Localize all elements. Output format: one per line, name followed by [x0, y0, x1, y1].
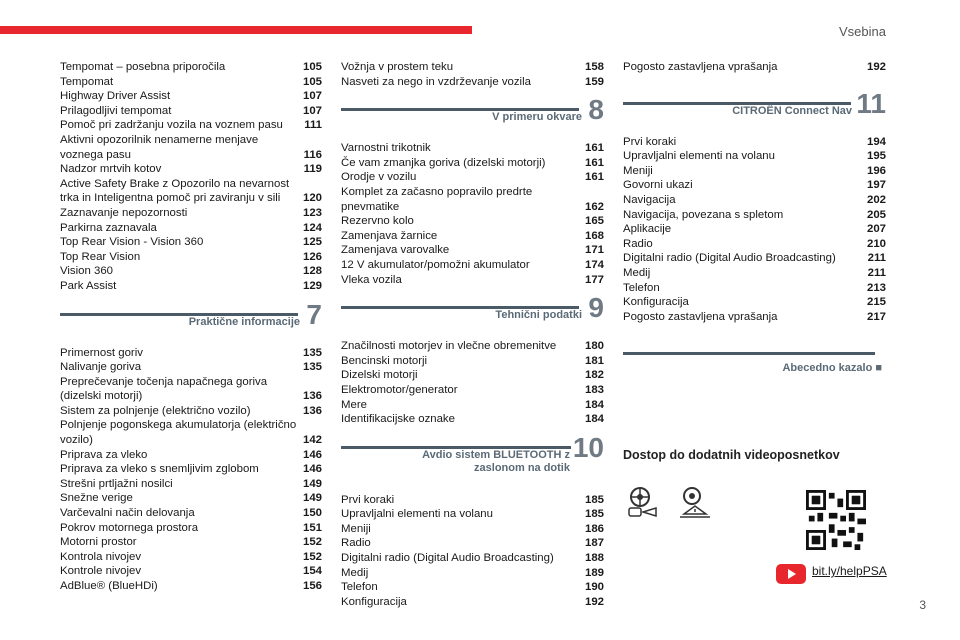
section-title-line2: zaslonom na dotik: [474, 461, 570, 474]
toc-entry[interactable]: [341, 214, 604, 229]
toc-entry-page: 205: [866, 208, 886, 221]
toc-column-1: [60, 60, 322, 594]
toc-entry-page: 111: [304, 119, 322, 132]
toc-entry-title: (dizelski motorji): [60, 390, 143, 403]
toc-entry-title: Motorni prostor: [60, 536, 137, 549]
page-number: 3: [919, 598, 926, 612]
toc-entry-title: Radio: [623, 237, 653, 250]
toc-entry-page: 165: [584, 215, 604, 228]
section-title: Praktične informacije: [188, 315, 300, 328]
toc-entry-title: Navigacija, povezana s spletom: [623, 208, 784, 221]
toc-entry-page: 180: [584, 340, 604, 353]
toc-column-2: [341, 60, 604, 609]
section-number: 9: [588, 292, 604, 324]
toc-entry[interactable]: [341, 398, 604, 413]
toc-entry-page: 192: [866, 61, 886, 73]
toc-entry-page: 107: [302, 104, 322, 117]
toc-entry-title: Aplikacije: [623, 223, 672, 236]
toc-entry-title: 12 V akumulator/pomožni akumulator: [341, 258, 530, 271]
toc-entry-title: Medij: [623, 266, 651, 279]
toc-entry-title: Konfiguracija: [623, 296, 689, 309]
toc-entry-page: 182: [584, 369, 604, 382]
toc-entry[interactable]: [60, 491, 322, 506]
toc-entry[interactable]: [60, 404, 322, 419]
help-video-link[interactable]: bit.ly/helpPSA: [812, 564, 887, 578]
toc-entry-title: Polnjenje pogonskega akumulatorja (električno: [60, 419, 297, 432]
section-title: [422, 449, 570, 475]
toc-entry-page: 142: [302, 434, 322, 447]
toc-entry-page: 149: [302, 492, 322, 505]
toc-entry[interactable]: [623, 164, 886, 179]
toc-entry-title: Vleka vozila: [341, 273, 402, 286]
toc-entry-title: Značilnosti motorjev in vlečne obremenitve: [341, 340, 557, 353]
toc-entry[interactable]: [623, 178, 886, 193]
toc-entry[interactable]: [60, 375, 322, 390]
toc-entry[interactable]: [341, 368, 604, 383]
toc-entry-page: 202: [866, 193, 886, 206]
toc-entry[interactable]: [623, 310, 886, 325]
toc-list: [60, 60, 322, 294]
toc-entry[interactable]: [60, 250, 322, 265]
toc-list: [341, 60, 604, 89]
section-header-8: [341, 94, 604, 141]
toc-entry-page: 194: [866, 135, 886, 148]
toc-entry-page: 184: [584, 398, 604, 411]
toc-entry[interactable]: [623, 149, 886, 164]
toc-entry-title: Pomoč pri zadržanju vozila na voznem pasu: [60, 119, 283, 132]
toc-entry[interactable]: [60, 221, 322, 236]
toc-entry-page: 188: [584, 552, 604, 565]
section-header-7: [60, 298, 322, 346]
toc-entry-page: 162: [584, 200, 604, 213]
toc-entry[interactable]: [341, 551, 604, 566]
toc-entry[interactable]: [623, 295, 886, 310]
toc-list: [623, 135, 886, 325]
toc-entry-title: Orodje v vozilu: [341, 171, 417, 184]
toc-entry-page: 149: [302, 477, 322, 490]
toc-entry-page: 146: [302, 463, 322, 476]
section-title: V primeru okvare: [492, 111, 582, 124]
tyre-video-icon: [678, 486, 712, 520]
toc-list: [341, 141, 604, 287]
toc-entry-title: Varnostni trikotnik: [341, 142, 431, 155]
toc-entry[interactable]: [60, 477, 322, 492]
toc-entry-title: Prvi koraki: [623, 135, 677, 148]
toc-entry-page: 168: [584, 229, 604, 242]
toc-entry[interactable]: [60, 564, 322, 579]
toc-entry[interactable]: [60, 206, 322, 221]
toc-list: [341, 339, 604, 427]
toc-entry-page: 161: [584, 156, 604, 169]
toc-entry[interactable]: [341, 493, 604, 508]
toc-entry[interactable]: [341, 412, 604, 427]
toc-entry[interactable]: [623, 135, 886, 150]
toc-entry-title: Mere: [341, 398, 367, 411]
toc-entry[interactable]: [60, 177, 322, 192]
toc-entry-title: Nalivanje goriva: [60, 361, 142, 374]
toc-entry-page: 195: [866, 150, 886, 163]
toc-entry-title: Park Assist: [60, 279, 117, 292]
toc-entry-page: 154: [302, 565, 322, 578]
toc-entry[interactable]: [341, 580, 604, 595]
toc-entry-page: 215: [866, 296, 886, 309]
toc-entry[interactable]: [341, 339, 604, 354]
toc-entry-title: Priprava za vleko s snemljivim zglobom: [60, 463, 259, 476]
video-section-title: Dostop do dodatnih videoposnetkov: [623, 448, 840, 462]
toc-entry-page: 159: [584, 75, 604, 88]
toc-entry[interactable]: [60, 418, 322, 433]
toc-entry-page: 128: [302, 265, 322, 278]
toc-entry-title: Aktivni opozorilnik nenamerne menjave: [60, 133, 259, 146]
section-header-9: [341, 292, 604, 339]
toc-entry[interactable]: [60, 579, 322, 594]
toc-entry-title: voznega pasu: [60, 148, 131, 161]
toc-entry-title: Vožnja v prostem teku: [341, 61, 454, 73]
toc-entry-title: Pogosto zastavljena vprašanja: [623, 61, 778, 73]
toc-entry-title: Vision 360: [60, 265, 113, 278]
toc-entry-page: 207: [866, 223, 886, 236]
toc-entry-page: 187: [584, 537, 604, 550]
toc-entry[interactable]: [341, 200, 604, 215]
toc-entry[interactable]: [60, 148, 322, 163]
section-number: 8: [588, 94, 604, 126]
toc-entry-title: Highway Driver Assist: [60, 90, 171, 103]
toc-entry-title: Tempomat: [60, 75, 114, 88]
wheel-video-icon: [626, 486, 660, 520]
toc-entry[interactable]: [341, 354, 604, 369]
toc-column-3: [623, 60, 886, 382]
toc-entry-title: Digitalni radio (Digital Audio Broadcasting): [623, 252, 836, 265]
toc-entry[interactable]: [60, 535, 322, 550]
toc-entry[interactable]: [623, 208, 886, 223]
toc-entry[interactable]: [623, 222, 886, 237]
toc-entry[interactable]: [341, 185, 604, 200]
toc-entry[interactable]: [60, 118, 322, 133]
toc-entry[interactable]: [341, 522, 604, 537]
alphabetical-index-header: [623, 352, 886, 382]
toc-entry[interactable]: [60, 506, 322, 521]
toc-entry-page: 135: [302, 361, 322, 374]
toc-entry-title: trka in Inteligentna pomoč pri zaviranju v sili: [60, 192, 281, 205]
section-number: 7: [306, 298, 322, 330]
toc-entry-page: 181: [584, 354, 604, 367]
toc-entry-title: Sistem za polnjenje (električno vozilo): [60, 404, 251, 417]
toc-entry-page: 129: [302, 279, 322, 292]
toc-entry[interactable]: [341, 273, 604, 288]
toc-entry-page: 116: [303, 148, 322, 161]
toc-entry-page: 124: [302, 221, 322, 234]
toc-entry[interactable]: [341, 536, 604, 551]
toc-entry-page: 125: [302, 236, 322, 249]
toc-entry[interactable]: [623, 266, 886, 281]
toc-entry-title: Kontrole nivojev: [60, 565, 142, 578]
toc-entry-title: Radio: [341, 537, 371, 550]
toc-entry-title: Parkirna zaznavala: [60, 221, 157, 234]
toc-entry-title: Telefon: [623, 281, 660, 294]
toc-entry[interactable]: [60, 279, 322, 294]
toc-entry[interactable]: [60, 448, 322, 463]
toc-entry-title: Prilagodljivi tempomat: [60, 104, 172, 117]
toc-entry-title: Top Rear Vision: [60, 250, 141, 263]
toc-entry[interactable]: [60, 521, 322, 536]
toc-entry[interactable]: [60, 550, 322, 565]
toc-entry[interactable]: [341, 258, 604, 273]
toc-entry[interactable]: [341, 595, 604, 610]
toc-entry[interactable]: [623, 281, 886, 296]
toc-entry-page: 123: [302, 206, 322, 219]
toc-entry[interactable]: [60, 389, 322, 404]
toc-entry[interactable]: [60, 264, 322, 279]
toc-entry[interactable]: [341, 156, 604, 171]
toc-entry-page: 105: [302, 75, 322, 88]
toc-entry-title: Telefon: [341, 581, 378, 594]
section-header-11: [623, 87, 886, 135]
toc-entry-page: 174: [584, 258, 604, 271]
toc-list: [623, 60, 886, 75]
toc-entry-title: Preprečevanje točenja napačnega goriva: [60, 375, 268, 388]
section-title: CITROËN Connect Nav: [732, 104, 852, 117]
toc-entry-page: 184: [584, 413, 604, 426]
toc-entry[interactable]: [60, 462, 322, 477]
toc-entry-title: Konfiguracija: [341, 595, 407, 608]
toc-entry-title: Active Safety Brake z Opozorilo na nevarnost: [60, 177, 290, 190]
toc-entry-title: Bencinski motorji: [341, 354, 428, 367]
toc-entry-title: Pogosto zastavljena vprašanja: [623, 310, 778, 323]
toc-entry[interactable]: [60, 235, 322, 250]
toc-entry-title: Prvi koraki: [341, 493, 395, 506]
section-rule: [623, 352, 875, 355]
toc-entry-page: 211: [867, 266, 886, 279]
toc-entry-title: Priprava za vleko: [60, 448, 148, 461]
toc-entry-page: 210: [866, 237, 886, 250]
toc-entry-title: Zamenjava žarnice: [341, 229, 438, 242]
header-accent-bar: [0, 26, 472, 34]
section-title: Abecedno kazalo ■: [782, 362, 882, 375]
toc-entry-title: vozilo): [60, 434, 93, 447]
toc-entry-title: Komplet za začasno popravilo predrte: [341, 185, 533, 198]
toc-entry[interactable]: [60, 133, 322, 148]
toc-entry-page: 185: [584, 493, 604, 506]
toc-entry-page: 186: [584, 522, 604, 535]
section-header-10: [341, 431, 604, 493]
page-header-title: Vsebina: [839, 24, 886, 39]
toc-entry-title: Varčevalni način delovanja: [60, 507, 195, 520]
toc-entry-page: 185: [584, 508, 604, 521]
toc-entry-title: Primernost goriv: [60, 346, 143, 359]
toc-entry-page: 105: [302, 61, 322, 73]
toc-entry-page: 192: [584, 595, 604, 608]
toc-entry-title: Rezervno kolo: [341, 215, 414, 228]
toc-entry[interactable]: [341, 60, 604, 75]
toc-entry-title: Nasveti za nego in vzdrževanje vozila: [341, 75, 531, 88]
toc-entry-title: Meniji: [623, 164, 653, 177]
toc-entry-page: 120: [302, 192, 322, 205]
toc-entry[interactable]: [60, 60, 322, 75]
toc-entry[interactable]: [341, 170, 604, 185]
toc-entry[interactable]: [60, 162, 322, 177]
toc-entry[interactable]: [341, 566, 604, 581]
toc-entry-page: 126: [302, 250, 322, 263]
toc-entry-page: 136: [302, 404, 322, 417]
toc-entry-page: 190: [584, 581, 604, 594]
toc-entry-title: Medij: [341, 566, 369, 579]
section-title: Tehnični podatki: [495, 309, 582, 322]
toc-entry[interactable]: [623, 251, 886, 266]
toc-entry[interactable]: [341, 507, 604, 522]
toc-entry-page: 213: [866, 281, 886, 294]
toc-entry-page: 158: [584, 61, 604, 73]
toc-entry[interactable]: [341, 229, 604, 244]
toc-entry-title: Upravljalni elementi na volanu: [341, 508, 493, 521]
toc-list: [341, 493, 604, 610]
toc-entry-title: Zaznavanje nepozornosti: [60, 206, 188, 219]
toc-entry-page: 151: [302, 521, 322, 534]
toc-entry-page: 197: [866, 179, 886, 192]
toc-entry-page: 211: [867, 252, 886, 265]
toc-entry-page: 107: [302, 90, 322, 103]
toc-entry-page: 136: [302, 390, 322, 403]
toc-entry-title: Top Rear Vision - Vision 360: [60, 236, 204, 249]
toc-list: [60, 346, 322, 594]
toc-entry[interactable]: [623, 237, 886, 252]
toc-entry[interactable]: [60, 104, 322, 119]
toc-entry[interactable]: [60, 89, 322, 104]
toc-entry[interactable]: [341, 141, 604, 156]
toc-entry-title: pnevmatike: [341, 200, 400, 213]
toc-entry-title: Digitalni radio (Digital Audio Broadcasting): [341, 552, 554, 565]
toc-entry-title: Govorni ukazi: [623, 179, 693, 192]
toc-entry-title: Snežne verige: [60, 492, 133, 505]
toc-entry-page: 135: [302, 346, 322, 359]
toc-entry-title: Upravljalni elementi na volanu: [623, 150, 775, 163]
toc-entry[interactable]: [341, 243, 604, 258]
toc-entry-page: 161: [584, 142, 604, 155]
toc-entry[interactable]: [623, 60, 886, 75]
toc-entry-page: 189: [584, 566, 604, 579]
toc-entry[interactable]: [60, 75, 322, 90]
toc-entry-page: 152: [302, 550, 322, 563]
section-number: 10: [572, 431, 604, 463]
toc-entry-page: 146: [302, 448, 322, 461]
toc-entry-title: Identifikacijske oznake: [341, 413, 455, 426]
section-title-line1: Avdio sistem BLUETOOTH z: [422, 448, 570, 461]
toc-entry-page: 119: [303, 163, 322, 176]
toc-entry-page: 177: [584, 273, 604, 286]
toc-entry[interactable]: [341, 75, 604, 90]
toc-entry-page: 150: [302, 507, 322, 520]
toc-entry-title: Zamenjava varovalke: [341, 244, 450, 257]
toc-entry-title: Dizelski motorji: [341, 369, 418, 382]
toc-entry-page: 183: [584, 383, 604, 396]
toc-entry-page: 161: [584, 171, 604, 184]
toc-entry-title: AdBlue® (BlueHDi): [60, 580, 158, 592]
toc-entry-title: Kontrola nivojev: [60, 550, 142, 563]
toc-entry[interactable]: [60, 360, 322, 375]
toc-entry[interactable]: [341, 383, 604, 398]
toc-entry[interactable]: [60, 433, 322, 448]
section-number: 11: [856, 87, 886, 119]
youtube-icon: [776, 564, 806, 584]
toc-entry-title: Meniji: [341, 522, 371, 535]
toc-entry-page: 171: [584, 244, 604, 257]
toc-entry-title: Tempomat – posebna priporočila: [60, 61, 226, 73]
toc-entry-title: Pokrov motornega prostora: [60, 521, 199, 534]
toc-entry-title: Če vam zmanjka goriva (dizelski motorji): [341, 156, 546, 169]
toc-entry-title: Nadzor mrtvih kotov: [60, 163, 162, 176]
toc-entry[interactable]: [623, 193, 886, 208]
qr-code-icon: [806, 490, 866, 550]
toc-entry-page: 196: [866, 164, 886, 177]
toc-entry-title: Navigacija: [623, 193, 676, 206]
toc-entry-page: 152: [302, 536, 322, 549]
toc-entry-page: 217: [866, 310, 886, 323]
toc-entry[interactable]: [60, 346, 322, 361]
toc-entry-title: Strešni prtljažni nosilci: [60, 477, 173, 490]
toc-entry[interactable]: [60, 191, 322, 206]
toc-entry-page: 156: [302, 580, 322, 592]
toc-entry-title: Elektromotor/generator: [341, 383, 458, 396]
